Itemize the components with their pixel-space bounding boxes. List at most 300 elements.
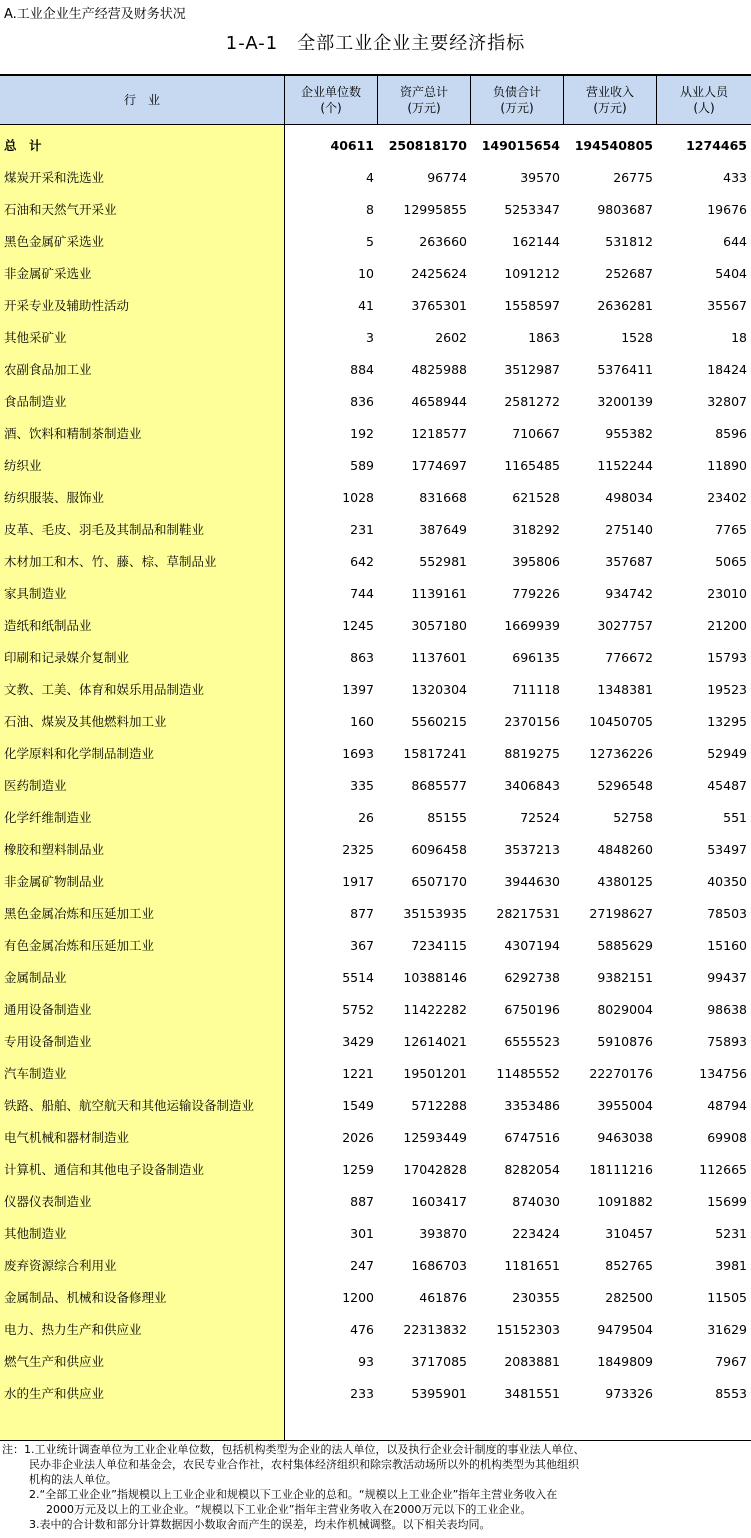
table-row: [0, 1217, 751, 1249]
revenue-cell: 1528: [621, 329, 653, 345]
industry-name: 化学纤维制造业: [4, 810, 92, 825]
industry-name: 石油、煤炭及其他燃料加工业: [4, 714, 167, 729]
table-row: [0, 321, 751, 353]
table-row: [0, 225, 751, 257]
revenue-cell: 9382151: [597, 969, 653, 985]
assets-cell: 10388146: [403, 969, 467, 985]
revenue-cell: 3027757: [597, 617, 653, 633]
employees-cell: 53497: [707, 841, 747, 857]
enterprises-cell: 1549: [342, 1097, 374, 1113]
revenue-cell: 1849809: [597, 1353, 653, 1369]
revenue-cell: 8029004: [597, 1001, 653, 1017]
employees-cell: 644: [723, 233, 747, 249]
liabilities-cell: 28217531: [496, 905, 560, 921]
enterprises-cell: 192: [350, 425, 374, 441]
assets-cell: 5560215: [411, 713, 467, 729]
table-row: [0, 737, 751, 769]
industry-name: 家具制造业: [4, 586, 67, 601]
liabilities-cell: 162144: [512, 233, 560, 249]
assets-cell: 8685577: [411, 777, 467, 793]
employees-cell: 5065: [715, 553, 747, 569]
enterprises-cell: 3429: [342, 1033, 374, 1049]
revenue-cell: 852765: [605, 1257, 653, 1273]
assets-cell: 4825988: [411, 361, 467, 377]
revenue-cell: 4380125: [597, 873, 653, 889]
employees-cell: 11505: [707, 1289, 747, 1305]
enterprises-cell: 1397: [342, 681, 374, 697]
revenue-cell: 5296548: [597, 777, 653, 793]
enterprises-cell: 1200: [342, 1289, 374, 1305]
table-row: [0, 1377, 751, 1409]
enterprises-cell: 233: [350, 1385, 374, 1401]
assets-cell: 2425624: [411, 265, 467, 281]
header-employees-unit: (人): [693, 101, 715, 115]
table-row: [0, 1089, 751, 1121]
enterprises-cell: 41: [358, 297, 374, 313]
liabilities-cell: 4307194: [504, 937, 560, 953]
employees-cell: 433: [723, 169, 747, 185]
total-row: [0, 129, 751, 161]
assets-cell: 387649: [419, 521, 467, 537]
revenue-cell: 531812: [605, 233, 653, 249]
liabilities-cell: 230355: [512, 1289, 560, 1305]
employees-cell: 15160: [707, 937, 747, 953]
liabilities-cell: 696135: [512, 649, 560, 665]
enterprises-cell: 93: [358, 1353, 374, 1369]
revenue-cell: 9479504: [597, 1321, 653, 1337]
table-row: [0, 865, 751, 897]
liabilities-cell: 1558597: [504, 297, 560, 313]
liabilities-cell: 1669939: [504, 617, 560, 633]
liabilities-cell: 874030: [512, 1193, 560, 1209]
liabilities-cell: 1181651: [504, 1257, 560, 1273]
liabilities-cell: 8282054: [504, 1161, 560, 1177]
industry-name: 黑色金属矿采选业: [4, 234, 105, 249]
assets-cell: 96774: [427, 169, 467, 185]
industry-name: 仪器仪表制造业: [4, 1194, 92, 1209]
liabilities-cell: 15152303: [496, 1321, 560, 1337]
liabilities-cell: 2370156: [504, 713, 560, 729]
employees-cell: 18424: [707, 361, 747, 377]
assets-cell: 263660: [419, 233, 467, 249]
employees-cell: 19523: [707, 681, 747, 697]
employees-cell: 23402: [707, 489, 747, 505]
liabilities-cell: 6747516: [504, 1129, 560, 1145]
enterprises-cell: 1221: [342, 1065, 374, 1081]
table-row: [0, 1249, 751, 1281]
industry-name: 文教、工美、体育和娱乐用品制造业: [4, 682, 205, 697]
table-row: [0, 385, 751, 417]
industry-name: 金属制品业: [4, 970, 67, 985]
enterprises-cell: 3: [366, 329, 374, 345]
header-liabilities-label: 负债合计: [492, 85, 541, 99]
liabilities-cell: 223424: [512, 1225, 560, 1241]
enterprises-cell: 5: [366, 233, 374, 249]
enterprises-cell: 367: [350, 937, 374, 953]
assets-cell: 1137601: [411, 649, 467, 665]
table-bottom-rule: [0, 1440, 751, 1441]
enterprises-cell: 1028: [342, 489, 374, 505]
industry-name: 纺织服装、服饰业: [4, 490, 105, 505]
employees-cell: 5404: [715, 265, 747, 281]
liabilities-cell: 11485552: [496, 1065, 560, 1081]
industry-name: 石油和天然气开采业: [4, 202, 117, 217]
assets-cell: 1686703: [411, 1257, 467, 1273]
table-row: [0, 1121, 751, 1153]
assets-cell: 250818170: [388, 137, 467, 153]
assets-cell: 461876: [419, 1289, 467, 1305]
assets-cell: 2602: [435, 329, 467, 345]
enterprises-cell: 1693: [342, 745, 374, 761]
liabilities-cell: 1091212: [504, 265, 560, 281]
section-title: A.工业企业生产经营及财务状况: [4, 7, 186, 22]
enterprises-cell: 1259: [342, 1161, 374, 1177]
liabilities-cell: 6292738: [504, 969, 560, 985]
assets-cell: 3765301: [411, 297, 467, 313]
revenue-cell: 27198627: [589, 905, 653, 921]
table-row: [0, 513, 751, 545]
industry-name: 废弃资源综合利用业: [4, 1258, 117, 1273]
table-row: [0, 897, 751, 929]
note-line: [2, 1472, 747, 1487]
revenue-cell: 282500: [605, 1289, 653, 1305]
header-employees-label: 从业人员: [679, 85, 728, 99]
revenue-cell: 252687: [605, 265, 653, 281]
enterprises-cell: 884: [350, 361, 374, 377]
liabilities-cell: 318292: [512, 521, 560, 537]
enterprises-cell: 26: [358, 809, 374, 825]
industry-name: 化学原料和化学制品制造业: [4, 746, 155, 761]
revenue-cell: 955382: [605, 425, 653, 441]
header-industry: [0, 76, 285, 124]
industry-name: 食品制造业: [4, 394, 67, 409]
header-liabilities-unit: (万元): [500, 101, 534, 115]
table-row: [0, 993, 751, 1025]
revenue-cell: 934742: [605, 585, 653, 601]
revenue-cell: 5376411: [597, 361, 653, 377]
note-line: [2, 1457, 747, 1472]
employees-cell: 52949: [707, 745, 747, 761]
table-row: [0, 257, 751, 289]
table-row: [0, 801, 751, 833]
employees-cell: 15793: [707, 649, 747, 665]
employees-cell: 78503: [707, 905, 747, 921]
note-1-text-cont: 民办非企业法人单位和基金会，农民专业合作社，农村集体经济组织和除宗教活动场所以外的机构类型为其他组织: [29, 1458, 579, 1471]
employees-cell: 35567: [707, 297, 747, 313]
industry-name: 燃气生产和供应业: [4, 1354, 105, 1369]
enterprises-cell: 5752: [342, 1001, 374, 1017]
enterprises-cell: 247: [350, 1257, 374, 1273]
industry-name: 计算机、通信和其他电子设备制造业: [4, 1162, 205, 1177]
header-industry-label: 行 业: [123, 93, 160, 107]
header-assets-unit: (万元): [407, 101, 441, 115]
industry-name: 橡胶和塑料制品业: [4, 842, 105, 857]
industry-name: 其他采矿业: [4, 330, 67, 345]
industry-name: 印刷和记录媒介复制业: [4, 650, 130, 665]
note-1-text: 注：1.工业统计调查单位为工业企业单位数，包括机构类型为企业的法人单位，以及执行企业会计制度的事业法人单位、: [2, 1443, 585, 1456]
header-enterprises-label: 企业单位数: [300, 85, 361, 99]
liabilities-cell: 6750196: [504, 1001, 560, 1017]
enterprises-cell: 2026: [342, 1129, 374, 1145]
enterprises-cell: 335: [350, 777, 374, 793]
table-row: [0, 641, 751, 673]
assets-cell: 11422282: [403, 1001, 467, 1017]
assets-cell: 3717085: [411, 1353, 467, 1369]
liabilities-cell: 39570: [520, 169, 560, 185]
assets-cell: 1320304: [411, 681, 467, 697]
table-row: [0, 1313, 751, 1345]
assets-cell: 552981: [419, 553, 467, 569]
table-row: [0, 1281, 751, 1313]
employees-cell: 19676: [707, 201, 747, 217]
industry-name: 汽车制造业: [4, 1066, 67, 1081]
employees-cell: 13295: [707, 713, 747, 729]
revenue-cell: 5885629: [597, 937, 653, 953]
enterprises-cell: 4: [366, 169, 374, 185]
industry-name: 农副食品加工业: [4, 362, 92, 377]
employees-cell: 15699: [707, 1193, 747, 1209]
revenue-cell: 1152244: [597, 457, 653, 473]
industry-name: 酒、饮料和精制茶制造业: [4, 426, 142, 441]
table-row: [0, 1345, 751, 1377]
assets-cell: 12995855: [403, 201, 467, 217]
assets-cell: 3057180: [411, 617, 467, 633]
industry-name: 木材加工和木、竹、藤、棕、草制品业: [4, 554, 217, 569]
employees-cell: 112665: [699, 1161, 747, 1177]
liabilities-cell: 3406843: [504, 777, 560, 793]
table-row: [0, 769, 751, 801]
revenue-cell: 1348381: [597, 681, 653, 697]
table-row: [0, 833, 751, 865]
enterprises-cell: 10: [358, 265, 374, 281]
employees-cell: 31629: [707, 1321, 747, 1337]
assets-cell: 17042828: [403, 1161, 467, 1177]
assets-cell: 5712288: [411, 1097, 467, 1113]
employees-cell: 7765: [715, 521, 747, 537]
note-3-text: 3.表中的合计数和部分计算数据因小数取舍而产生的误差，均未作机械调整。以下相关表均同。: [29, 1518, 491, 1531]
revenue-cell: 12736226: [589, 745, 653, 761]
revenue-cell: 973326: [605, 1385, 653, 1401]
industry-name: 通用设备制造业: [4, 1002, 92, 1017]
revenue-cell: 275140: [605, 521, 653, 537]
note-line: [2, 1517, 747, 1532]
employees-cell: 21200: [707, 617, 747, 633]
assets-cell: 35153935: [403, 905, 467, 921]
industry-name: 电气机械和器材制造业: [4, 1130, 130, 1145]
employees-cell: 98638: [707, 1001, 747, 1017]
enterprises-cell: 476: [350, 1321, 374, 1337]
revenue-cell: 2636281: [597, 297, 653, 313]
table-row: [0, 161, 751, 193]
header-enterprises: [285, 76, 378, 124]
header-revenue-label: 营业收入: [585, 85, 634, 99]
industry-name: 有色金属冶炼和压延加工业: [4, 938, 155, 953]
assets-cell: 393870: [419, 1225, 467, 1241]
table-row: [0, 609, 751, 641]
liabilities-cell: 1165485: [504, 457, 560, 473]
employees-cell: 8553: [715, 1385, 747, 1401]
header-enterprises-unit: (个): [320, 101, 342, 115]
header-assets: [378, 76, 471, 124]
industry-name: 电力、热力生产和供应业: [4, 1322, 142, 1337]
industry-name: 非金属矿物制品业: [4, 874, 105, 889]
table-row: [0, 417, 751, 449]
revenue-cell: 3200139: [597, 393, 653, 409]
industry-name: 总 计: [4, 138, 42, 153]
revenue-cell: 776672: [605, 649, 653, 665]
enterprises-cell: 836: [350, 393, 374, 409]
enterprises-cell: 887: [350, 1193, 374, 1209]
revenue-cell: 26775: [613, 169, 653, 185]
table-row: [0, 545, 751, 577]
liabilities-cell: 779226: [512, 585, 560, 601]
employees-cell: 18: [731, 329, 747, 345]
note-line: [2, 1502, 747, 1517]
enterprises-cell: 642: [350, 553, 374, 569]
liabilities-cell: 3944630: [504, 873, 560, 889]
table-header: [0, 76, 751, 124]
assets-cell: 831668: [419, 489, 467, 505]
liabilities-cell: 2083881: [504, 1353, 560, 1369]
enterprises-cell: 863: [350, 649, 374, 665]
liabilities-cell: 3353486: [504, 1097, 560, 1113]
employees-cell: 1274465: [686, 137, 747, 153]
employees-cell: 11890: [707, 457, 747, 473]
liabilities-cell: 395806: [512, 553, 560, 569]
revenue-cell: 310457: [605, 1225, 653, 1241]
assets-cell: 1139161: [411, 585, 467, 601]
enterprises-cell: 40611: [330, 137, 374, 153]
table-body: [0, 129, 751, 1409]
table-row: [0, 961, 751, 993]
enterprises-cell: 231: [350, 521, 374, 537]
header-employees: [657, 76, 751, 124]
table-row: [0, 577, 751, 609]
liabilities-cell: 3512987: [504, 361, 560, 377]
table-row: [0, 449, 751, 481]
assets-cell: 19501201: [403, 1065, 467, 1081]
table-row: [0, 353, 751, 385]
table-row: [0, 289, 751, 321]
revenue-cell: 10450705: [589, 713, 653, 729]
table-row: [0, 1025, 751, 1057]
header-revenue: [564, 76, 657, 124]
employees-cell: 551: [723, 809, 747, 825]
employees-cell: 48794: [707, 1097, 747, 1113]
enterprises-cell: 744: [350, 585, 374, 601]
employees-cell: 32807: [707, 393, 747, 409]
revenue-cell: 498034: [605, 489, 653, 505]
assets-cell: 1774697: [411, 457, 467, 473]
employees-cell: 8596: [715, 425, 747, 441]
table-row: [0, 1185, 751, 1217]
assets-cell: 85155: [427, 809, 467, 825]
industry-name: 黑色金属冶炼和压延加工业: [4, 906, 155, 921]
liabilities-cell: 710667: [512, 425, 560, 441]
liabilities-cell: 6555523: [504, 1033, 560, 1049]
assets-cell: 4658944: [411, 393, 467, 409]
enterprises-cell: 1245: [342, 617, 374, 633]
industry-name: 铁路、船舶、航空航天和其他运输设备制造业: [4, 1098, 255, 1113]
industry-name: 开采专业及辅助性活动: [4, 298, 130, 313]
liabilities-cell: 621528: [512, 489, 560, 505]
header-revenue-unit: (万元): [593, 101, 627, 115]
table-title: 1-A-1 全部工业企业主要经济指标: [225, 33, 526, 54]
notes: [2, 1442, 747, 1532]
industry-name: 医药制造业: [4, 778, 67, 793]
assets-cell: 1603417: [411, 1193, 467, 1209]
enterprises-cell: 589: [350, 457, 374, 473]
revenue-cell: 9803687: [597, 201, 653, 217]
enterprises-cell: 2325: [342, 841, 374, 857]
enterprises-cell: 301: [350, 1225, 374, 1241]
revenue-cell: 9463038: [597, 1129, 653, 1145]
note-line: [2, 1487, 747, 1502]
note-line: [2, 1442, 747, 1457]
employees-cell: 69908: [707, 1129, 747, 1145]
enterprises-cell: 877: [350, 905, 374, 921]
industry-name: 造纸和纸制品业: [4, 618, 92, 633]
industry-name: 金属制品、机械和设备修理业: [4, 1290, 167, 1305]
table-row: [0, 481, 751, 513]
employees-cell: 23010: [707, 585, 747, 601]
assets-cell: 22313832: [403, 1321, 467, 1337]
employees-cell: 40350: [707, 873, 747, 889]
revenue-cell: 194540805: [574, 137, 653, 153]
enterprises-cell: 160: [350, 713, 374, 729]
liabilities-cell: 8819275: [504, 745, 560, 761]
table-row: [0, 705, 751, 737]
liabilities-cell: 711118: [512, 681, 560, 697]
assets-cell: 15817241: [403, 745, 467, 761]
note-1-text-end: 机构的法人单位。: [29, 1473, 117, 1486]
assets-cell: 6507170: [411, 873, 467, 889]
liabilities-cell: 3481551: [504, 1385, 560, 1401]
industry-name: 专用设备制造业: [4, 1034, 92, 1049]
employees-cell: 45487: [707, 777, 747, 793]
revenue-cell: 4848260: [597, 841, 653, 857]
employees-cell: 3981: [715, 1257, 747, 1273]
liabilities-cell: 2581272: [504, 393, 560, 409]
industry-name: 水的生产和供应业: [4, 1386, 105, 1401]
liabilities-cell: 72524: [520, 809, 560, 825]
employees-cell: 5231: [715, 1225, 747, 1241]
employees-cell: 7967: [715, 1353, 747, 1369]
note-2-text-cont: 2000万元及以上的工业企业。“规模以下工业企业”指年主营业务收入在2000万元以下的工业企业。: [46, 1503, 532, 1516]
industry-name: 非金属矿采选业: [4, 266, 92, 281]
table-row: [0, 1153, 751, 1185]
revenue-cell: 5910876: [597, 1033, 653, 1049]
industry-name: 煤炭开采和洗选业: [4, 170, 105, 185]
table-row: [0, 929, 751, 961]
enterprises-cell: 5514: [342, 969, 374, 985]
table-row: [0, 193, 751, 225]
liabilities-cell: 5253347: [504, 201, 560, 217]
employees-cell: 99437: [707, 969, 747, 985]
header-liabilities: [471, 76, 564, 124]
table-row: [0, 673, 751, 705]
industry-name: 纺织业: [4, 458, 42, 473]
liabilities-cell: 3537213: [504, 841, 560, 857]
header-assets-label: 资产总计: [399, 85, 448, 99]
revenue-cell: 1091882: [597, 1193, 653, 1209]
assets-cell: 5395901: [411, 1385, 467, 1401]
assets-cell: 12614021: [403, 1033, 467, 1049]
industry-name: 皮革、毛皮、羽毛及其制品和制鞋业: [4, 522, 205, 537]
liabilities-cell: 1863: [528, 329, 560, 345]
employees-cell: 75893: [707, 1033, 747, 1049]
assets-cell: 1218577: [411, 425, 467, 441]
